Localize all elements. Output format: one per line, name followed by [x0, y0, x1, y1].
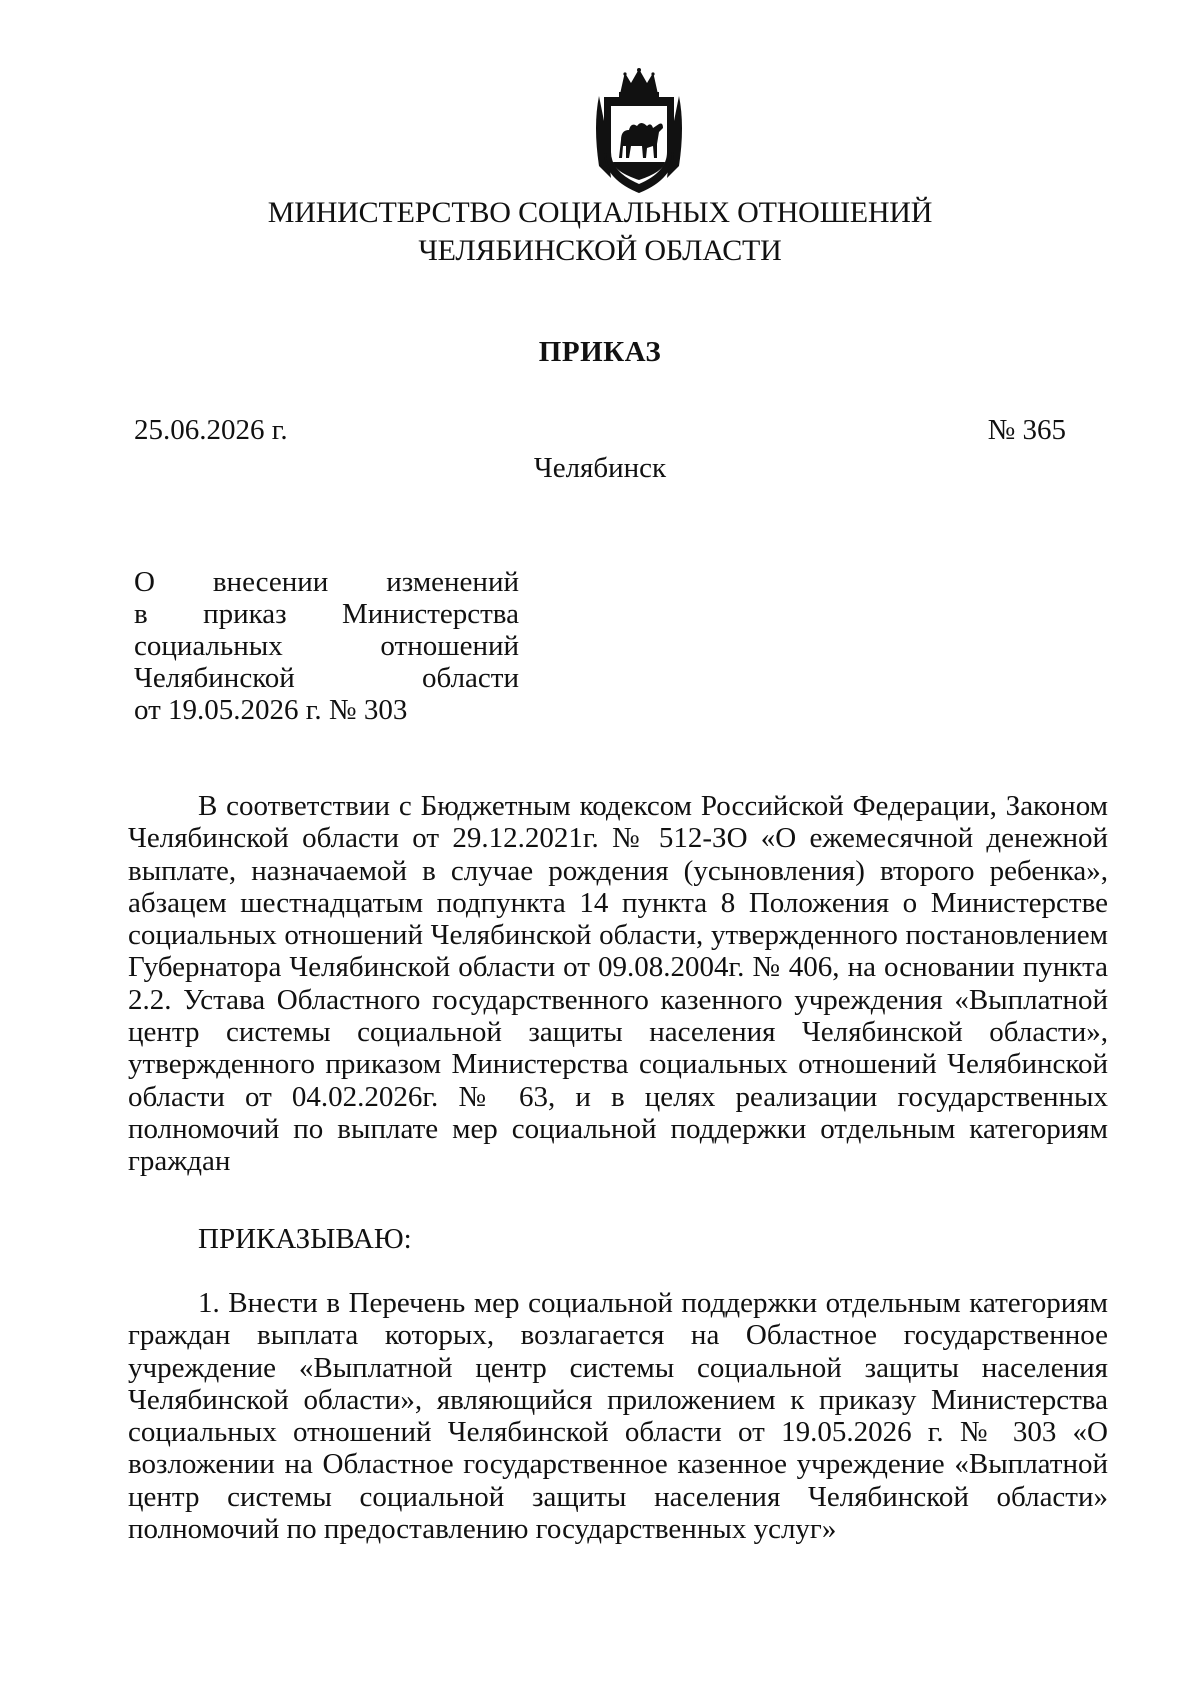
document-type-title: ПРИКАЗ: [538, 336, 662, 368]
subject-line: от 19.05.2026 г. № 303: [134, 694, 408, 726]
order-subject: [134, 566, 519, 726]
order-city: Челябинск: [533, 452, 667, 484]
subject-line: О внесении изменений: [134, 566, 519, 598]
coat-of-arms-icon: [591, 66, 687, 198]
subject-line: социальных отношений: [134, 630, 519, 662]
order-directive-word: ПРИКАЗЫВАЮ:: [198, 1223, 412, 1255]
ministry-name-line1: МИНИСТЕРСТВО СОЦИАЛЬНЫХ ОТНОШЕНИЙ: [267, 196, 933, 229]
order-date: 25.06.2026 г.: [134, 414, 288, 446]
preamble-paragraph: В соответствии с Бюджетным кодексом Российской Федерации, Законом Челябинской области от 29.12.2021г. № 512-ЗО «О ежемесячной денежной выплате, назначаемой в случае рождения (усыновления) второго ребенка», абзацем шестнадцатым подпункта 14 пункта 8 Положения о Министерстве социальных отношений Челябинской области, утвержденного постановлением Губернатора Челябинской области от 09.08.2004г. № 406, на основании пункта 2.2. Устава Областного государственного казенного учреждения «Выплатной центр системы социальной защиты населения Челябинской области», утвержденного приказом Министерства социальных отношений Челябинской области от 04.02.2026г. № 63, и в целях реализации государственных полномочий по выплате мер социальной поддержки отдельным категориям граждан: [128, 790, 1108, 1178]
order-number: № 365: [987, 414, 1066, 446]
ministry-name-line2: ЧЕЛЯБИНСКОЙ ОБЛАСТИ: [418, 234, 782, 267]
subject-line: Челябинской области: [134, 662, 519, 694]
subject-line: в приказ Министерства: [134, 598, 519, 630]
order-item-1: 1. Внести в Перечень мер социальной поддержки отдельным категориям граждан выплата которых, возлагается на Областное государственное учреждение «Выплатной центр системы социальной защиты населения Челябинской области», являющийся приложением к приказу Министерства социальных отношений Челябинской области от 19.05.2026 г. № 303 «О возложении на Областное государственное казенное учреждение «Выплатной центр системы социальной защиты населения Челябинской области» полномочий по предоставлению государственных услуг»: [128, 1287, 1108, 1546]
